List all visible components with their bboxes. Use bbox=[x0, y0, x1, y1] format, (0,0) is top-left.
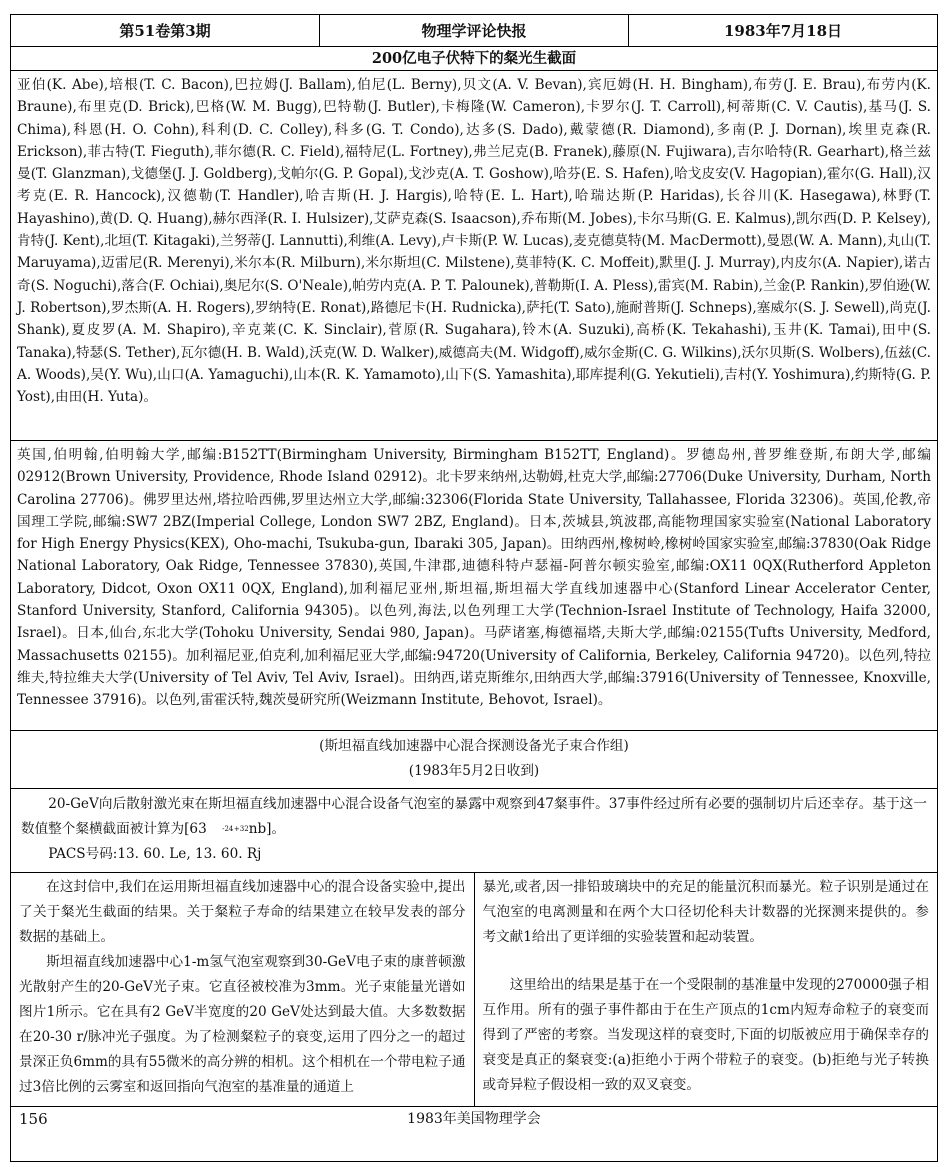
collaboration-name: (斯坦福直线加速器中心混合探测设备光子束合作组) bbox=[319, 738, 629, 754]
journal-page bbox=[10, 14, 938, 1162]
body-paragraph: 斯坦福直线加速器中心1-m氢气泡室观察到30-GeV电子束的康普顿激光散射产生的20-GeV光子束。它直径被校准为3mm。光子束能量光谱如图片1所示。它在具有2 GeV半宽度的20 GeV处达到最大值。大多数数据在20-30 r/脉冲光子强度。为了检测粲粒子的衰变,运用了四分之一的超过景深正负6mm的具有55微米的高分辨的相机。这个相机在一个带电粒子通过3倍比例的云雾室和返回指向气泡室的基准量的通道上 bbox=[19, 954, 466, 1095]
body-paragraph: 这里给出的结果是基于在一个受限制的基准量中发现的270000强子相互作用。所有的强子事件都由于在生产顶点的1cm内短寿命粒子的衰变而得到了严密的考察。当发现这样的衰变时,下面的切版被应用于确保幸存的衰变是真正的粲衰变:(a)拒绝小于两个带粒子的衰变。(b)拒绝与光子转换或奇异粒子假设相一致的双叉衰变。 bbox=[482, 977, 929, 1093]
affiliation-list: 英国,伯明翰,伯明翰大学,邮编:B152TT(Birmingham University, Birmingham B152TT, England)。罗德岛州,普罗维登斯,布朗大学,邮编02912(Brown University, Providence, Rhode Island 02912)。北卡罗来纳州,达勒姆,杜克大学,邮编:27706(Duke University, Durham, North Carolina 27706)。佛罗里达州,塔拉哈西佛,罗里达州立大学,邮编:32306(Florida State University, Tallahassee, Florida 32306)。英国,伦教,帝国理工学院,邮编:SW7 2BZ(Imperial College, London SW7 2BZ, England)。日本,茨城县,筑波郡,高能物理国家实验室(National Laboratory for High Energy Physics(KEX), Oho-machi, Tsukuba-gun, Ibaraki 305, Japan)。田纳西州,橡树岭,橡树岭国家实验室,邮编:37830(Oak Ridge National Laboratory, Oak Ridge, Tennessee 37830),英国,牛津郡,迪德科特卢瑟福-阿普尔顿实验室,邮编:OX11 0QX(Rutherford Appleton Laboratory, Didcot, Oxon OX11 0QX, England),加利福尼亚州,斯坦福,斯坦福大学直线加速器中心(Stanford Linear Accelerator Center, Stanford University, Stanford, California 94305)。以色列,海法,以色列理工大学(Technion-Israel Institute of Technology, Haifa 32000, Israel)。日本,仙台,东北大学(Tohoku University, Sendai 980, Japan)。马萨诸塞,梅德福塔,夫斯大学,邮编:02155(Tufts University, Medford, Massachusetts 02155)。加利福尼亚,伯克利,加利福尼亚大学,邮编:94720(University of California, Berkeley, California 94720)。以色列,特拉维夫,特拉维夫大学(University of Tel Aviv, Tel Aviv, Israel)。田纳西,诺克斯维尔,田纳西大学,邮编:37916(University of Tennessee, Knoxville, Tennessee 37916)。以色列,雷霍沃特,魏茨曼研究所(Weizmann Institute, Behovot, Israel)。 bbox=[11, 441, 937, 731]
article-body bbox=[11, 873, 937, 1107]
received-date: (1983年5月2日收到) bbox=[408, 763, 540, 779]
body-paragraph: 暴光,或者,因一排铅玻璃块中的充足的能量沉积而暴光。粒子识别是通过在气泡室的电离测量和在两个大口径切伦科夫计数器的光探测来提供的。参考文献1给出了更详细的实验装置和起动装置。 bbox=[482, 879, 929, 945]
journal-name: 物理学评论快报 bbox=[319, 15, 628, 46]
copyright-notice: 1983年美国物理学会 bbox=[407, 1111, 541, 1127]
page-header bbox=[11, 15, 937, 47]
abstract bbox=[11, 789, 937, 873]
publication-date: 1983年7月18日 bbox=[628, 15, 937, 46]
collaboration-block bbox=[11, 731, 937, 789]
pacs-numbers: PACS号码:13. 60. Le, 13. 60. Rj bbox=[48, 846, 262, 862]
body-column-right bbox=[474, 873, 938, 1106]
article-title: 200亿电子伏特下的粲光生截面 bbox=[11, 47, 937, 71]
body-paragraph: 在这封信中,我们在运用斯坦福直线加速器中心的混合设备实验中,提出了关于粲光生截面的结果。关于粲粒子寿命的结果建立在较早发表的部分数据的基础上。 bbox=[19, 879, 466, 945]
page-number: 156 bbox=[19, 1110, 48, 1128]
page-footer bbox=[11, 1107, 937, 1131]
abstract-text: 20-GeV向后散射激光束在斯坦福直线加速器中心混合设备气泡室的暴露中观察到47粲事件。37事件经过所有必要的强制切片后还幸存。基于这一数值整个粲横截面被计算为[63 $^{+32 -24}$ nb]。 bbox=[21, 796, 927, 837]
body-column-left bbox=[11, 873, 474, 1106]
author-list: 亚伯(K. Abe),培根(T. C. Bacon),巴拉姆(J. Ballam),伯尼(L. Berny),贝文(A. V. Bevan),宾厄姆(H. H. Bingham),布劳(J. E. Brau),布劳内(K. Braune),布里克(D. Brick),巴格(W. M. Bugg),巴特勒(J. Butler),卡梅隆(W. Cameron),卡罗尔(J. T. Carroll),柯蒂斯(C. V. Cautis),基马(J. S. Chima),科恩(H. O. Cohn),科利(D. C. Colley),科多(G. T. Condo),达多(S. Dado),戴蒙德(R. Diamond),多南(P. J. Dornan),埃里克森(R. Erickson),菲古特(T. Fieguth),菲尔德(R. C. Field),福特尼(L. Fortney),弗兰尼克(B. Franek),藤原(N. Fujiwara),吉尔哈特(R. Gearhart),格兰兹曼(T. Glanzman),戈德堡(J. J. Goldberg),戈帕尔(G. P. Gopal),戈沙克(A. T. Goshow),哈芬(E. S. Hafen),哈戈皮安(V. Hagopian),霍尔(G. Hall),汉考克(E. R. Hancock),汉德勒(T. Handler),哈吉斯(H. J. Hargis),哈特(E. L. Hart),哈瑞达斯(P. Haridas),长谷川(K. Hasegawa),林野(T. Hayashino),黄(D. Q. Huang),赫尔西泽(R. I. Hulsizer),艾萨克森(S. Isaacson),乔布斯(M. Jobes),卡尔马斯(G. E. Kalmus),凯尔西(D. P. Kelsey),肯特(J. Kent),北垣(T. Kitagaki),兰努蒂(J. Lannutti),利维(A. Levy),卢卡斯(P. W. Lucas),麦克德莫特(M. MacDermott),曼恩(W. A. Mann),丸山(T. Maruyama),迈雷尼(R. Merenyi),米尔本(R. Milburn),米尔斯坦(C. Milstene),莫菲特(K. C. Moffeit),默里(J. J. Murray),内皮尔(A. Napier),诺古奇(S. Noguchi),落合(F. Ochiai),奥尼尔(S. O'Neale),帕劳内克(A. P. T. Palounek),普勒斯(I. A. Pless),雷宾(M. Rabin),兰金(P. Rankin),罗伯逊(W. J. Robertson),罗杰斯(A. H. Rogers),罗纳特(E. Ronat),路德尼卡(H. Rudnicka),萨托(T. Sato),施耐普斯(J. Schneps),塞威尔(S. J. Sewell),尚克(J. Shank),夏皮罗(A. M. Shapiro),辛克莱(C. K. Sinclair),菅原(R. Sugahara),铃木(A. Suzuki),高桥(K. Tekahashi),玉井(K. Tamai),田中(S. Tanaka),特瑟(S. Tether),瓦尔德(H. B. Wald),沃克(W. D. Walker),威德高夫(M. Widgoff),威尔金斯(C. G. Wilkins),沃尔贝斯(S. Wolbers),伍兹(C. A. Woods),吴(Y. Wu),山口(A. Yamaguchi),山本(R. K. Yamamoto),山下(S. Yamashita),耶库提利(G. Yekutieli),吉村(Y. Yoshimura),约斯特(G. P. Yost),由田(H. Yuta)。 bbox=[11, 71, 937, 441]
volume-issue: 第51卷第3期 bbox=[119, 22, 211, 40]
